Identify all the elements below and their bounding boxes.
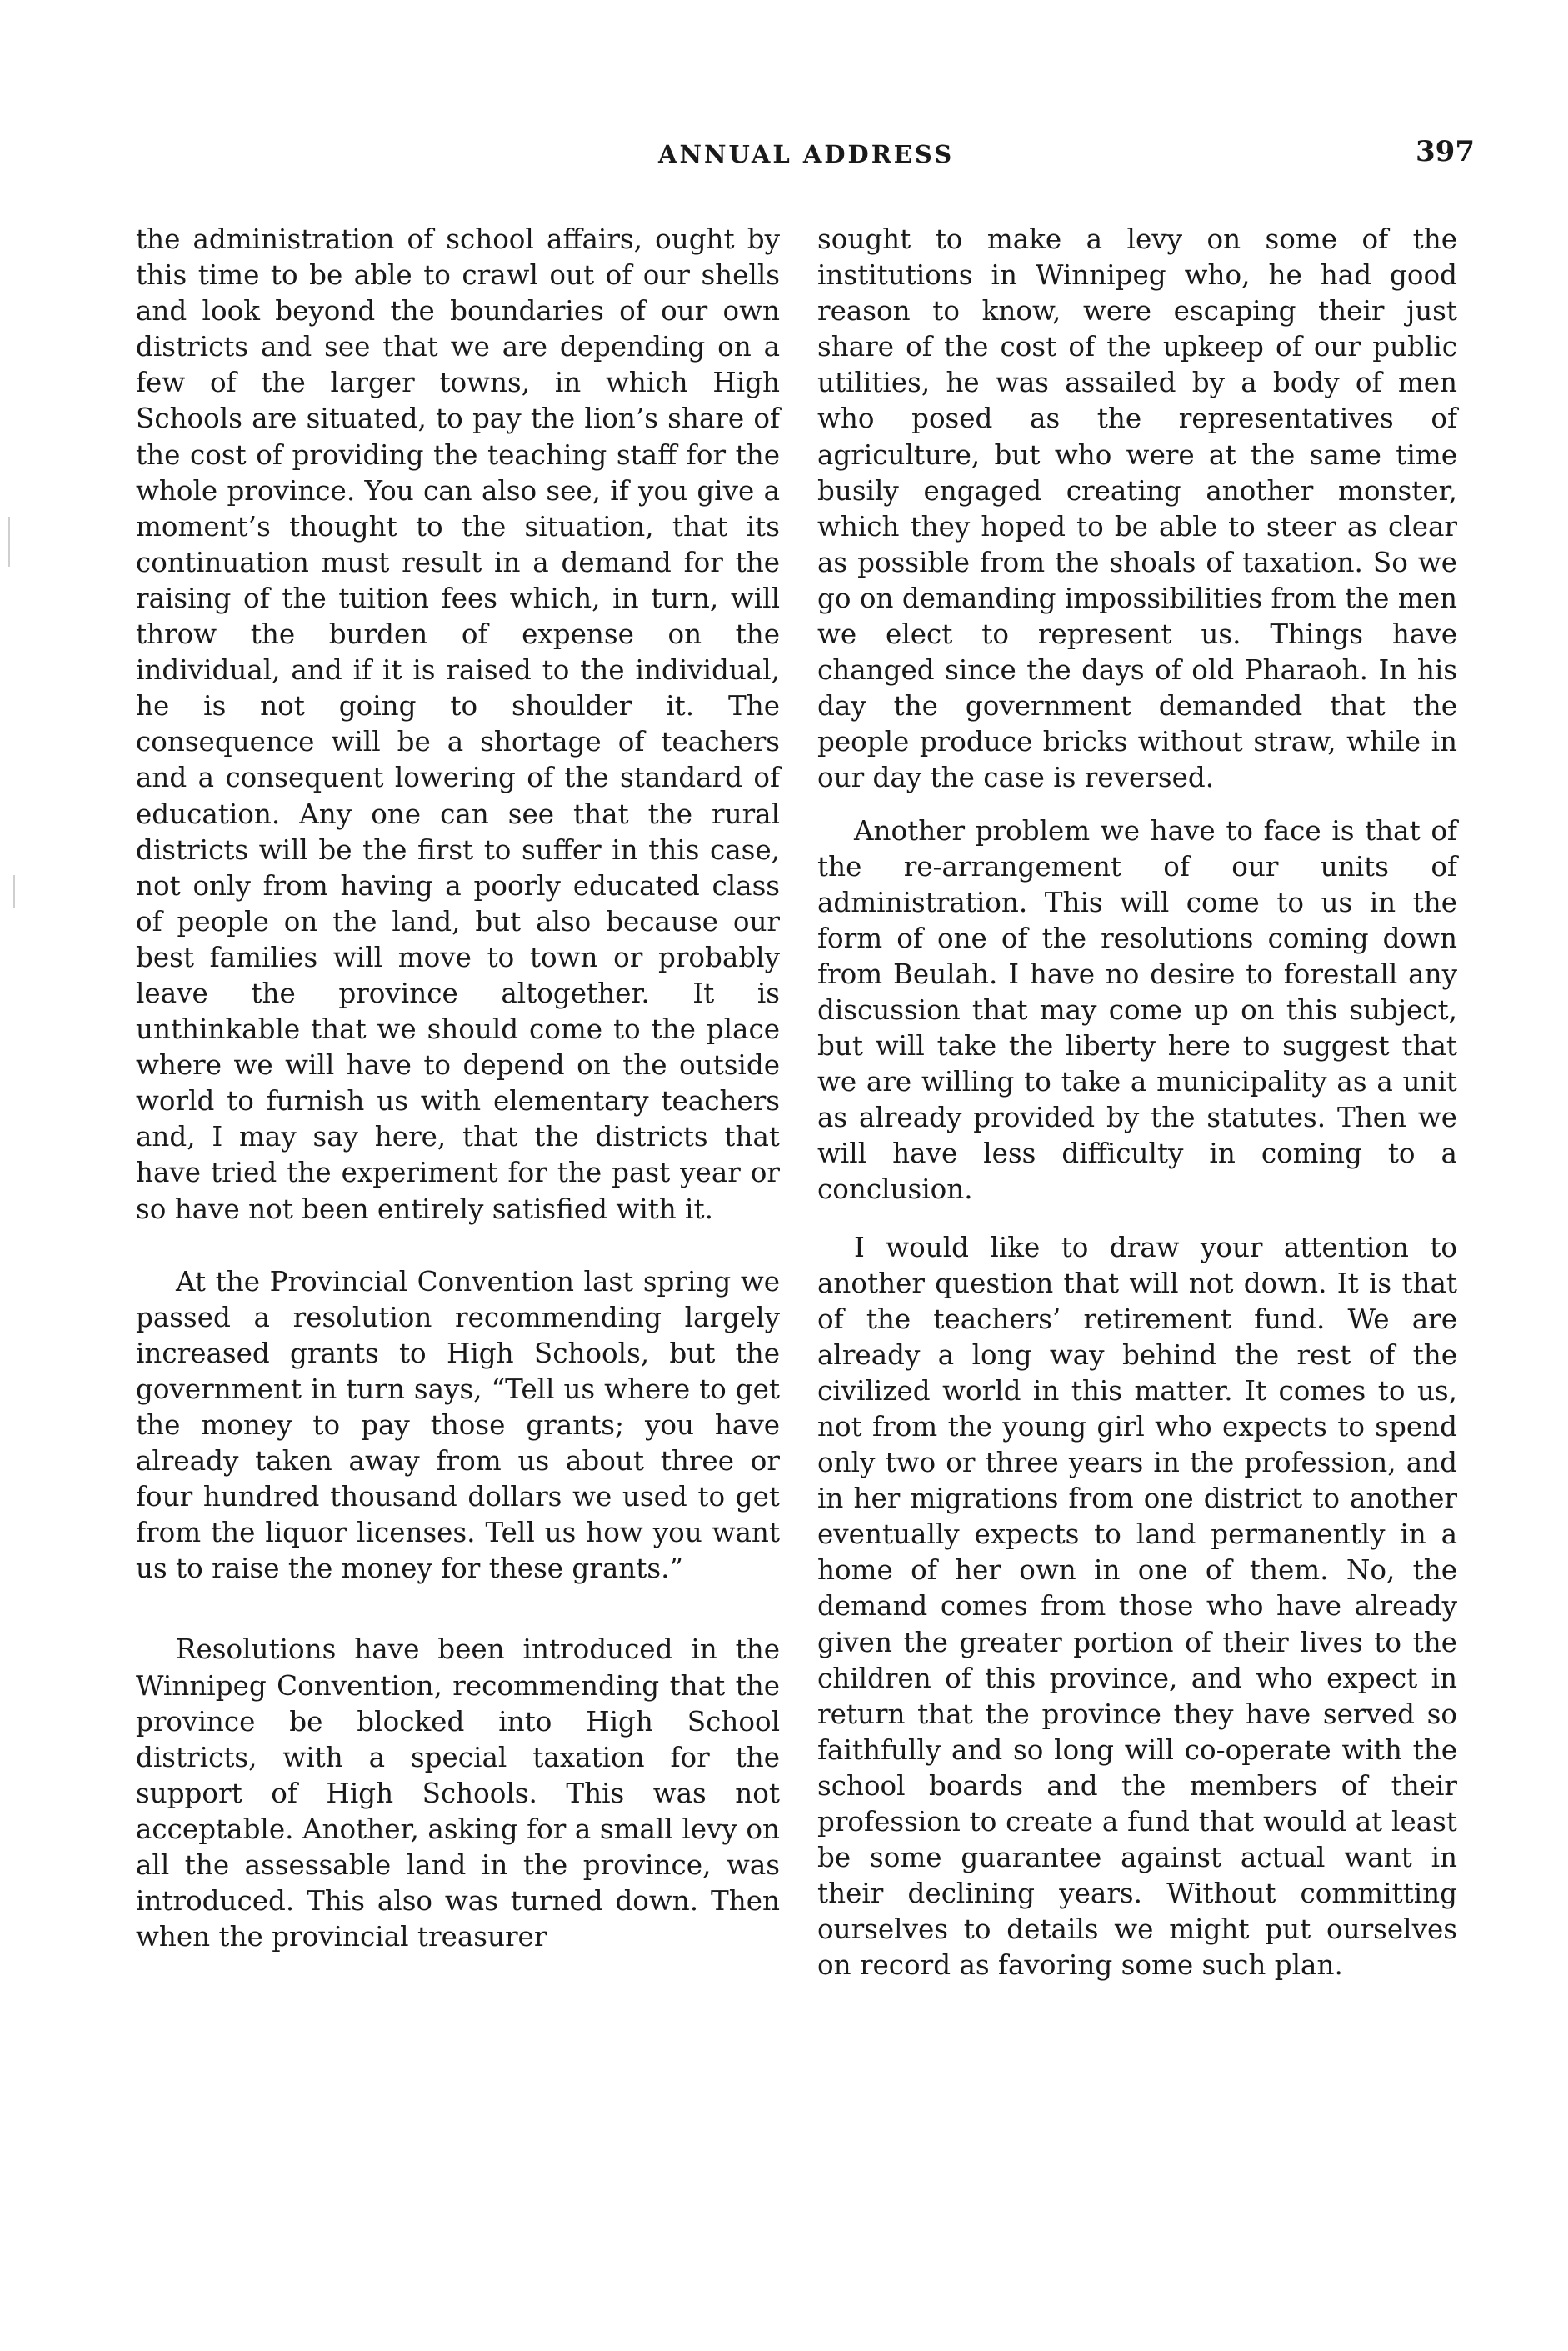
paragraph-resolutions: Resolutions have been introduced in the Winnipeg Convention, recommending that the province be blocked into High School districts, with a special taxation for the support of High Schools. This was not acceptable. Another, asking for a small levy on all the assessable land in the province, was introduced. This also was turned down. Then when the provincial treasurer	[136, 1633, 780, 1953]
running-head: ANNUAL ADDRESS	[658, 140, 955, 168]
paragraph-continued: the administration of school affairs, ought by this time to be able to crawl out of our shells and look beyond the boundaries of our own districts and see that we are depending on a few of the larger towns, in which High Schools are situated, to pay the lion’s share of the cost of providing the teaching staff for the whole province. You can also see, if you give a moment’s thought to the situation, that its continuation must result in a demand for the raising of the tuition fees which, in turn, will throw the burden of expense on the individual, and if it is raised to the individual, he is not going to shoulder it. The consequence will be a shortage of teachers and a consequent lowering of the standard of education. Any one can see that the rural districts will be the first to suffer in this case, not only from having a poorly educated class of people on the land, but also because our best families will move to town or probably leave the province altogether. It is unthinkable that we should come to the place where we will have to depend on the outside world to furnish us with elementary teachers and, I may say here, that the districts that have tried the experiment for the past year or so have not been entirely satisfied with it.	[136, 223, 780, 1225]
paragraph-units-of-administration: Another problem we have to face is that of the re-arrangement of our units of administration. This will come to us in the form of one of the resolutions coming down from Beulah. I have no desire to forestall any discussion that may come up on this subject, but will take the liberty here to suggest that we are willing to take a municipality as a unit as already provided by the statutes. Then we will have less difficulty in coming to a conclusion.	[817, 814, 1457, 1206]
paragraph-levy: sought to make a levy on some of the institutions in Winnipeg who, he had good reason to know, were escaping their just share of the cost of the upkeep of our public utilities, he was assailed by a body of men who posed as the representatives of agriculture, but who were at the same time busily engaged creating another monster, which they hoped to be able to steer as clear as possible from the shoals of taxation. So we go on demanding impossibilities from the men we elect to represent us. Things have changed since the days of old Pharaoh. In his day the government demanded that the people produce bricks without straw, while in our day the case is reversed.	[817, 223, 1457, 794]
margin-scan-mark	[13, 875, 15, 908]
page-header	[500, 135, 1475, 177]
margin-scan-mark	[8, 517, 10, 567]
page-number: 397	[1416, 135, 1475, 168]
left-column	[136, 222, 780, 1955]
paragraph-retirement-fund: I would like to draw your attention to another question that will not down. It is that of the teachers’ retirement fund. We are already a long way behind the rest of the civilized world in this matter. It comes to us, not from the young girl who expects to spend only two or three years in the profession, and in her migrations from one district to another eventually expects to land permanently in a home of her own in one of them. No, the demand comes from those who have already given the greater portion of their lives to the children of this province, and who expect in return that the province they have served so faithfully and so long will co-operate with the school boards and the members of their profession to create a fund that would at least be some guarantee against actual want in their declining years. Without committing ourselves to details we might put ourselves on record as favoring some such plan.	[817, 1231, 1457, 1982]
paragraph-provincial-convention: At the Provincial Convention last spring we passed a resolution recommending largely increased grants to High Schools, but the government in turn says, “Tell us where to get the money to pay those grants; you have already taken away from us about three or four hundred thousand dollars we used to get from the liquor licenses. Tell us how you want us to raise the money for these grants.”	[136, 1265, 780, 1585]
right-column	[817, 222, 1457, 1984]
